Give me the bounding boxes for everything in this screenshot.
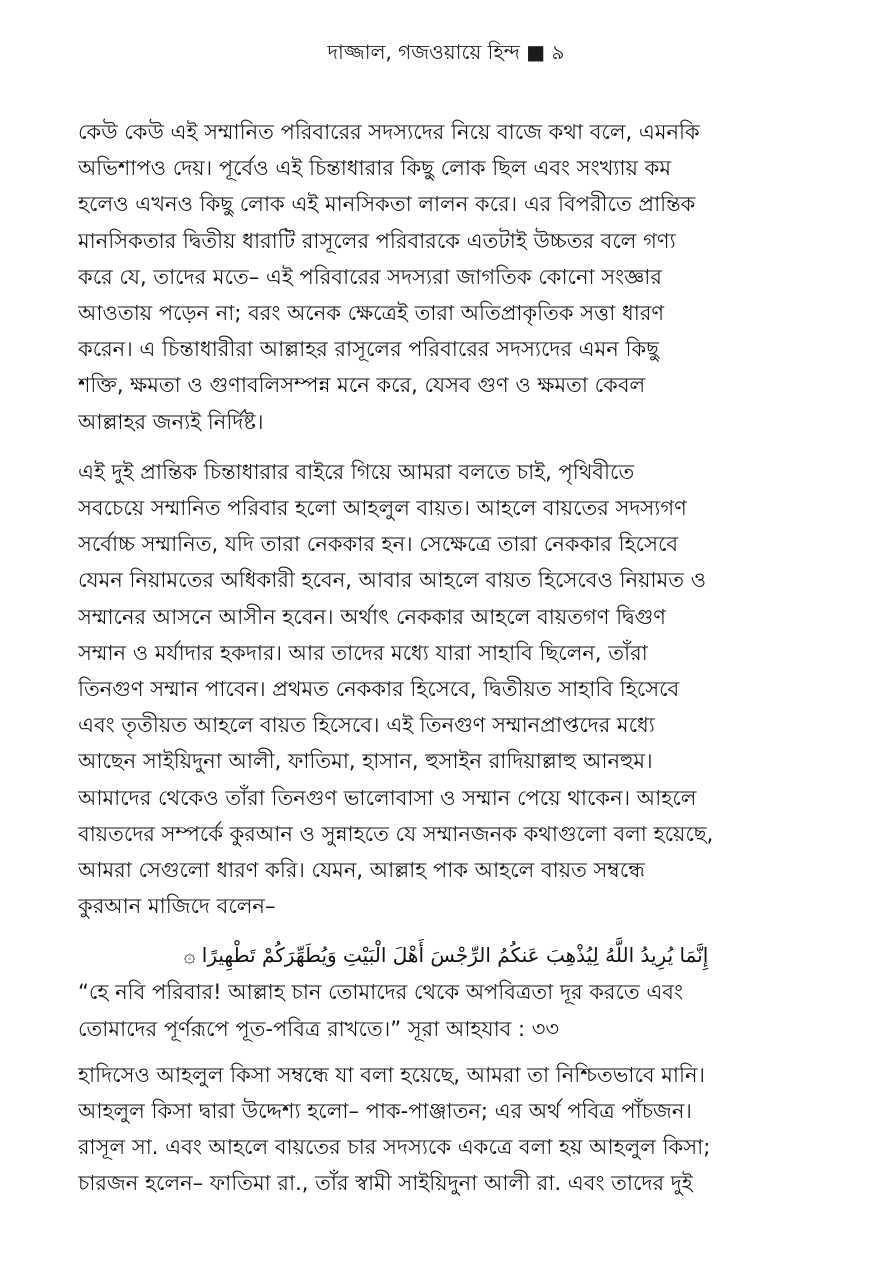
verse-translation: [78, 974, 814, 1046]
text-line: এই দুই প্রান্তিক চিন্তাধারার বাইরে গিয়ে আমরা বলতে চাই, পৃথিবীতে: [78, 459, 635, 484]
text-line: কুরআন মাজিদে বলেন–: [78, 894, 276, 919]
text-line: কেউ কেউ এই সম্মানিত পরিবারের সদস্যদের নিয়ে বাজে কথা বলে, এমনকি: [78, 120, 700, 144]
text-line: বায়তদের সম্পর্কে কুরআন ও সুন্নাহতে যে সম্মানজনক কথাগুলো বলা হয়েছে,: [78, 821, 714, 846]
text-line: এবং তৃতীয়ত আহলে বায়ত হিসেবে। এই তিনগুণ সম্মানপ্রাপ্তদের মধ্যে: [78, 713, 655, 738]
text-line: আওতায় পড়েন না; বরং অনেক ক্ষেত্রেই তারা অতিপ্রাকৃতিক সত্তা ধারণ: [78, 301, 665, 326]
text-line: যেমন নিয়ামতের অধিকারী হবেন, আবার আহলে বায়ত হিসেবেও নিয়ামত ও: [78, 568, 707, 593]
paragraph-2: [78, 454, 814, 925]
text-line: তিনগুণ সম্মান পাবেন। প্রথমত নেককার হিসেবে, দ্বিতীয়ত সাহাবি হিসেবে: [78, 677, 680, 702]
text-line: রাসূল সা. এবং আহলে বায়তের চার সদস্যকে একত্রে বলা হয় আহলুল কিসা;: [78, 1135, 711, 1160]
running-head: দাজ্জাল, গজওয়ায়ে হিন্দ ■ ৯: [327, 40, 565, 64]
text-line: আমরা সেগুলো ধারণ করি। যেমন, আল্লাহ পাক আহলে বায়ত সম্বন্ধে: [78, 858, 645, 883]
text-line: আছেন সাইয়িদুনা আলী, ফাতিমা, হাসান, হুসাইন রাদিয়াল্লাহু আনহুম।: [78, 749, 653, 774]
text-line: করে যে, তাদের মতে– এই পরিবারের সদস্যরা জাগতিক কোনো সংজ্ঞার: [78, 264, 662, 289]
text-line: আমাদের থেকেও তাঁরা তিনগুণ ভালোবাসা ও সম্মান পেয়ে থাকেন। আহলে: [78, 785, 697, 810]
text-line: চারজন হলেন– ফাতিমা রা., তাঁর স্বামী সাইয়িদুনা আলী রা. এবং তাদের দুই: [78, 1171, 693, 1196]
quran-verse: إِنَّمَا يُرِيدُ اللَّهُ لِيُذْهِبَ عَنكُمُ الرِّجْسَ أَهْلَ الْبَيْتِ وَيُطَهِّرَكُمْ تَطْهِيرًا ۞: [183, 943, 709, 968]
paragraph-1: [78, 114, 814, 440]
text-line: করেন। এ চিন্তাধারীরা আল্লাহর রাসূলের পরিবারের সদস্যদের এমন কিছু: [78, 337, 659, 362]
text-line: “হে নবি পরিবার! আল্লাহ চান তোমাদের থেকে অপবিত্রতা দূর করতে এবং: [78, 980, 684, 1005]
text-line: হাদিসেও আহলুল কিসা সম্বন্ধে যা বলা হয়েছে, আমরা তা নিশ্চিতভাবে মানি।: [78, 1062, 706, 1087]
text-line: মানসিকতার দ্বিতীয় ধারাটি রাসূলের পরিবারকে এতটাই উচ্চতর বলে গণ্য: [78, 228, 676, 253]
text-line: তোমাদের পূর্ণরূপে পূত-পবিত্র রাখতে।” সূরা আহযাব : ৩৩: [78, 1016, 560, 1041]
text-line: হলেও এখনও কিছু লোক এই মানসিকতা লালন করে। এর বিপরীতে প্রান্তিক: [78, 192, 696, 217]
text-line: অভিশাপও দেয়। পূর্বেও এই চিন্তাধারার কিছু লোক ছিল এবং সংখ্যায় কম: [78, 156, 672, 181]
text-line: শক্তি, ক্ষমতা ও গুণাবলিসম্পন্ন মনে করে, যেসব গুণ ও ক্ষমতা কেবল: [78, 373, 646, 398]
text-line: সর্বোচ্চ সম্মানিত, যদি তারা নেককার হন। সেক্ষেত্রে তারা নেককার হিসেবে: [78, 532, 679, 557]
paragraph-3: [78, 1057, 814, 1202]
text-line: সবচেয়ে সম্মানিত পরিবার হলো আহলুল বায়ত। আহলে বায়তের সদস্যগণ: [78, 496, 687, 521]
text-line: সম্মানের আসনে আসীন হবেন। অর্থাৎ নেককার আহলে বায়তগণ দ্বিগুণ: [78, 604, 666, 629]
text-line: আল্লাহর জন্যই নির্দিষ্ট।: [78, 409, 264, 434]
text-line: আহলুল কিসা দ্বারা উদ্দেশ্য হলো– পাক-পাঞ্জাতন; এর অর্থ পবিত্র পাঁচজন।: [78, 1099, 692, 1124]
text-line: সম্মান ও মর্যাদার হকদার। আর তাদের মধ্যে যারা সাহাবি ছিলেন, তাঁরা: [78, 640, 648, 665]
